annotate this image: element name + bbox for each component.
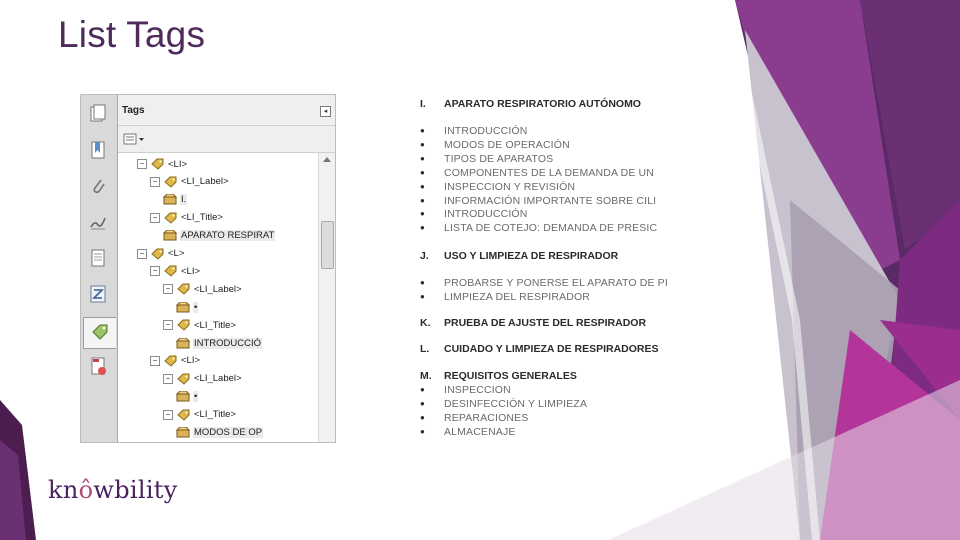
list-item — [420, 277, 668, 291]
node-label: I. — [181, 194, 187, 206]
list-item — [420, 291, 590, 305]
list-item-text: PROBARSE Y PONERSE EL APARATO DE PI — [444, 277, 668, 289]
model-tree-icon[interactable] — [88, 355, 108, 377]
node-label: • — [194, 301, 198, 313]
list-item — [420, 398, 587, 412]
list-item — [420, 222, 657, 236]
node-label: APARATO RESPIRAT — [181, 230, 275, 242]
bullet-icon: ● — [420, 398, 425, 408]
node-label: <LI_Label> — [194, 373, 242, 385]
list-item-text: TIPOS DE APARATOS — [444, 152, 554, 165]
expand-toggle[interactable]: − — [163, 410, 173, 420]
scroll-up-arrow[interactable] — [323, 157, 331, 162]
section-heading — [420, 98, 641, 112]
order-icon[interactable] — [88, 283, 108, 305]
content-node[interactable] — [163, 192, 187, 208]
node-label: <LI_Title> — [194, 319, 236, 331]
panel-title: Tags — [122, 105, 145, 116]
node-label: <LI> — [181, 355, 201, 367]
scroll-thumb[interactable] — [321, 221, 334, 269]
list-item-text: DESINFECCIÓN Y LIMPIEZA — [444, 397, 588, 410]
tag-node[interactable] — [163, 317, 236, 333]
tag-icon — [177, 409, 190, 421]
node-label: INTRODUCCIÓ — [194, 337, 262, 349]
attachments-icon[interactable] — [88, 175, 108, 197]
node-label: • — [194, 391, 198, 403]
bullet-icon: ● — [420, 167, 425, 177]
tag-node[interactable] — [150, 263, 200, 279]
list-item-text: INFORMACIÓN IMPORTANTE SOBRE CILI — [444, 194, 657, 207]
node-label: <LI_Label> — [181, 176, 229, 188]
bookmarks-icon[interactable] — [88, 139, 108, 161]
tag-icon — [164, 265, 177, 277]
list-item-text: MODOS DE OPERACIÓN — [444, 138, 570, 151]
list-item — [420, 208, 527, 222]
node-label: <LI> — [181, 265, 201, 277]
content-node[interactable] — [176, 335, 262, 351]
signatures-icon[interactable] — [88, 211, 108, 233]
expand-toggle[interactable]: − — [150, 177, 160, 187]
navigation-rail — [81, 95, 118, 442]
node-label: <LI_Label> — [194, 283, 242, 295]
list-item-text: LIMPIEZA DEL RESPIRADOR — [444, 290, 591, 303]
list-item-text: INTRODUCCIÓN — [444, 125, 528, 137]
list-item — [420, 181, 575, 195]
panel-toolbar — [118, 126, 335, 153]
panel-header — [118, 95, 335, 126]
list-item-text: ALMACENAJE — [444, 425, 516, 438]
section-title: REQUISITOS GENERALES — [444, 370, 577, 382]
section-letter: I. — [420, 98, 426, 110]
tag-tree — [118, 153, 318, 442]
list-item-text: INSPECCION — [444, 384, 511, 396]
content-box-icon — [163, 230, 177, 241]
slide-title: List Tags — [58, 14, 206, 55]
options-menu-button[interactable] — [123, 133, 145, 145]
content-box-icon — [176, 302, 190, 313]
tag-icon — [164, 355, 177, 367]
tag-icon — [177, 283, 190, 295]
section-letter: M. — [420, 370, 432, 382]
options-icon — [123, 133, 145, 145]
section-letter: J. — [420, 250, 429, 262]
content-box-icon — [176, 427, 190, 438]
bullet-icon: ● — [420, 153, 425, 163]
tag-icon — [177, 319, 190, 331]
list-item — [420, 384, 511, 398]
list-item-text: LISTA DE COTEJO: DEMANDA DE PRESIC — [444, 222, 658, 235]
bullet-icon: ● — [420, 412, 425, 422]
bullet-icon: ● — [420, 223, 425, 233]
content-node[interactable] — [176, 299, 198, 315]
expand-toggle[interactable]: − — [150, 356, 160, 366]
section-title: CUIDADO Y LIMPIEZA DE RESPIRADORES — [444, 343, 659, 355]
content-node[interactable] — [176, 425, 263, 441]
tag-node[interactable] — [163, 407, 236, 423]
expand-toggle[interactable]: − — [163, 284, 173, 294]
section-heading — [420, 317, 646, 331]
content-box-icon — [176, 391, 190, 402]
tree-scrollbar[interactable] — [318, 153, 335, 442]
tag-icon — [164, 176, 177, 188]
section-letter: K. — [420, 317, 431, 329]
list-item-text: INTRODUCCIÓN — [444, 208, 528, 221]
content-box-icon — [176, 338, 190, 349]
bullet-icon: ● — [420, 195, 425, 205]
bullet-icon: ● — [420, 209, 425, 219]
section-heading — [420, 370, 577, 384]
expand-toggle[interactable]: − — [163, 320, 173, 330]
tag-icon — [151, 158, 164, 170]
tag-node[interactable] — [137, 246, 184, 262]
expand-toggle[interactable]: − — [137, 249, 147, 259]
bullet-icon: ● — [420, 139, 425, 149]
node-label: <L> — [168, 248, 185, 259]
section-title: APARATO RESPIRATORIO AUTÓNOMO — [444, 98, 641, 110]
tag-node[interactable] — [163, 371, 242, 387]
section-letter: L. — [420, 343, 430, 355]
tag-node[interactable] — [150, 174, 229, 190]
list-item — [420, 139, 570, 153]
section-heading — [420, 250, 618, 264]
list-item — [420, 195, 656, 209]
node-label: <LI_Title> — [194, 409, 236, 421]
collapse-panel-button[interactable]: ◂ — [320, 106, 331, 117]
list-item — [420, 125, 527, 139]
list-item-text: INSPECCION Y REVISIÓN — [444, 180, 576, 193]
section-heading — [420, 343, 659, 357]
section-title: PRUEBA DE AJUSTE DEL RESPIRADOR — [444, 317, 647, 329]
list-item — [420, 153, 553, 167]
expand-toggle[interactable]: − — [150, 213, 160, 223]
node-label: MODOS DE OP — [194, 427, 263, 438]
content-node[interactable] — [163, 228, 275, 244]
content-node[interactable] — [176, 389, 198, 405]
expand-toggle[interactable]: − — [163, 374, 173, 384]
section-title: USO Y LIMPIEZA DE RESPIRADOR — [444, 250, 619, 262]
expand-toggle[interactable]: − — [137, 159, 147, 169]
content-icon[interactable] — [88, 247, 108, 269]
bullet-icon: ● — [420, 291, 425, 301]
tag-node[interactable] — [150, 353, 200, 369]
list-item-text: COMPONENTES DE LA DEMANDA DE UN — [444, 166, 655, 179]
list-item-text: REPARACIONES — [444, 411, 529, 424]
tag-icon — [151, 248, 164, 260]
list-item — [420, 412, 528, 426]
bullet-icon: ● — [420, 278, 425, 287]
tag-node[interactable] — [137, 156, 187, 172]
knowbility-logo: knôwbility — [48, 476, 178, 504]
content-box-icon — [163, 194, 177, 205]
document-excerpt — [420, 96, 684, 441]
node-label: <LI> — [168, 158, 188, 170]
tag-node[interactable] — [163, 281, 242, 297]
tag-icon — [164, 212, 177, 224]
bullet-icon: ● — [420, 181, 425, 191]
list-item — [420, 167, 654, 181]
bullet-icon: ● — [420, 426, 425, 436]
bullet-icon: ● — [420, 385, 425, 394]
tags-panel — [80, 94, 336, 443]
pages-icon[interactable] — [88, 103, 108, 125]
node-label: <LI_Title> — [181, 212, 223, 224]
tag-icon — [177, 373, 190, 385]
bullet-icon: ● — [420, 126, 425, 135]
tag-node[interactable] — [150, 210, 223, 226]
list-item — [420, 426, 516, 440]
expand-toggle[interactable]: − — [150, 266, 160, 276]
tags-icon[interactable] — [83, 317, 116, 349]
